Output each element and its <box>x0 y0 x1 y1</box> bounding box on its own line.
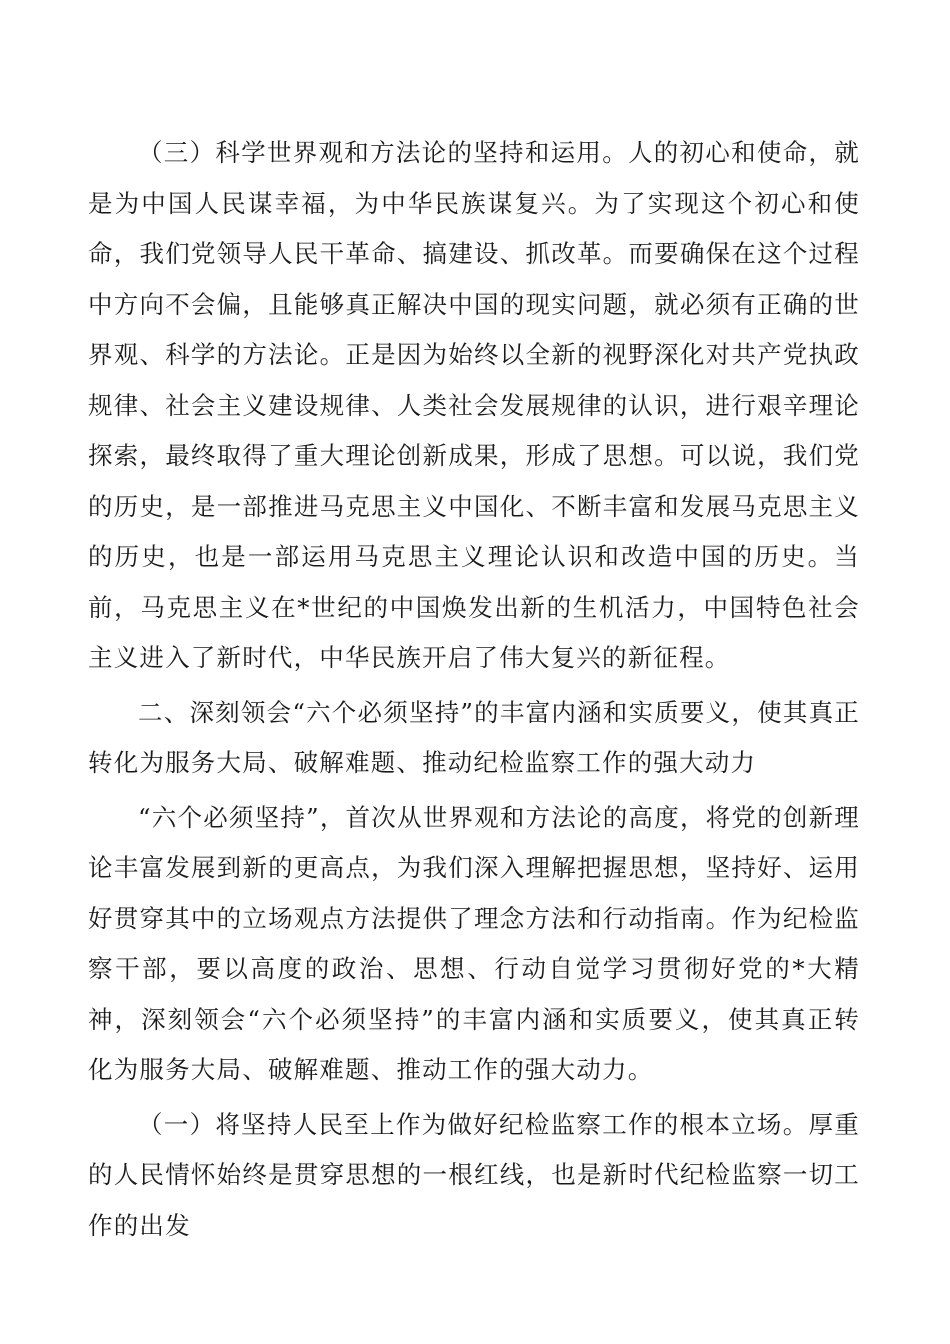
paragraph-science-worldview: （三）科学世界观和方法论的坚持和运用。人的初心和使命，就是为中国人民谋幸福，为中华民族谋复兴。为了实现这个初心和使命，我们党领导人民干革命、搞建设、抓改革。而要确保在这个过程中方向不会偏，且能够真正解决中国的现实问题，就必须有正确的世界观、科学的方法论。正是因为始终以全新的视野深化对共产党执政规律、社会主义建设规律、人类社会发展规律的认识，进行艰辛理论探索，最终取得了重大理论创新成果，形成了思想。可以说，我们党的历史，是一部推进马克思主义中国化、不断丰富和发展马克思主义的历史，也是一部运用马克思主义理论认识和改造中国的历史。当前，马克思主义在*世纪的中国焕发出新的生机活力，中国特色社会主义进入了新时代，中华民族开启了伟大复兴的新征程。 <box>88 138 860 672</box>
document-body <box>88 128 860 1255</box>
paragraph-six-musts: “六个必须坚持”，首次从世界观和方法论的高度，将党的创新理论丰富发展到新的更高点，为我们深入理解把握思想，坚持好、运用好贯穿其中的立场观点方法提供了理念方法和行动指南。作为纪检监察干部，要以高度的政治、思想、行动自觉学习贯彻好党的*大精神，深刻领会“六个必须坚持”的丰富内涵和实质要义，使其真正转化为服务大局、破解难题、推动工作的强大动力。 <box>88 802 860 1084</box>
section-heading-two: 二、深刻领会“六个必须坚持”的丰富内涵和实质要义，使其真正转化为服务大局、破解难题、推动纪检监察工作的强大动力 <box>88 697 860 777</box>
paragraph-people-first: （一）将坚持人民至上作为做好纪检监察工作的根本立场。厚重的人民情怀始终是贯穿思想的一根红线，也是新时代纪检监察一切工作的出发 <box>88 1109 860 1240</box>
